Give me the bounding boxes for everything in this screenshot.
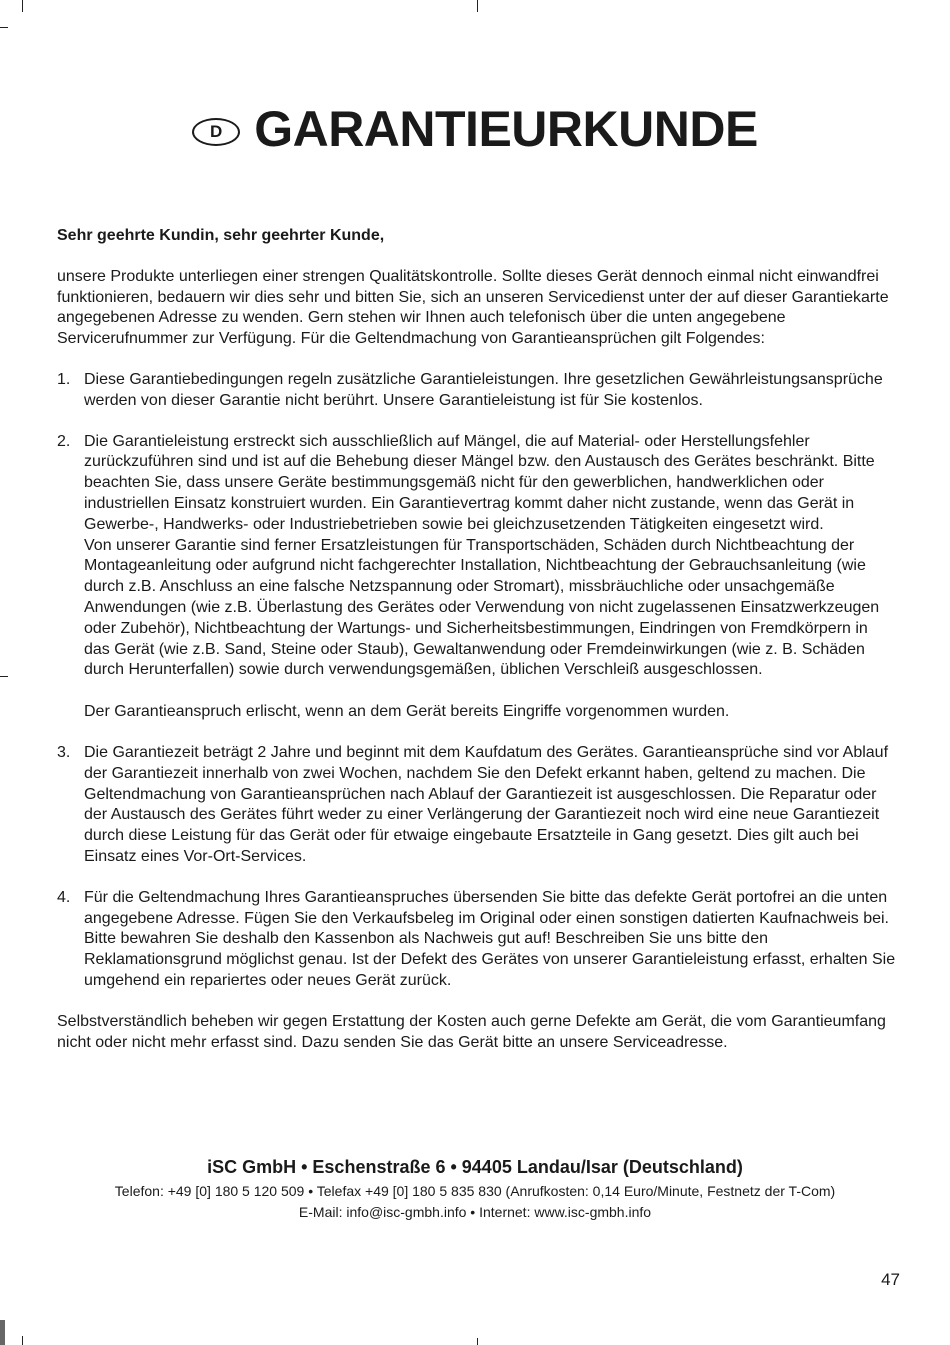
term-item-3 xyxy=(57,743,897,868)
term-number: 2. xyxy=(57,432,71,450)
crop-mark-bottom-left xyxy=(22,1336,23,1345)
terms-list xyxy=(57,370,897,992)
term-item-4 xyxy=(57,888,897,992)
term-paragraph: Die Garantieleistung erstreckt sich ausschließlich auf Mängel, die auf Material- oder Herstellungsfehler zurückzuführen sind und ist auf die Behebung dieser Mängel bzw. den Austausch des Gerätes beschränkt. Bitte beachten Sie, dass unsere Geräte bestimmungsgemäß nicht für den gewerblichen, handwerklichen oder industriellen Einsatz konstruiert wurden. Ein Garantievertrag kommt daher nicht zustande, wenn das Gerät in Gewerbe-, Handwerks- oder Industriebetrieben sowie bei gleichzusetzenden Tätigkeiten eingesetzt wird. xyxy=(84,432,875,533)
closing-paragraph: Selbstverständlich beheben wir gegen Erstattung der Kosten auch gerne Defekte am Gerät, die vom Garantieumfang nicht oder nicht mehr erfasst sind. Dazu senden Sie das Gerät bitte an unsere Serviceadresse. xyxy=(57,1012,886,1051)
term-item-2 xyxy=(57,432,897,723)
crop-mark-bottom-edge xyxy=(0,1320,5,1345)
term-number: 4. xyxy=(57,888,71,906)
page-number: 47 xyxy=(881,1270,900,1289)
salutation: Sehr geehrte Kundin, sehr geehrter Kunde, xyxy=(57,227,385,244)
term-paragraph: Die Garantiezeit beträgt 2 Jahre und beginnt mit dem Kaufdatum des Gerätes. Garantieansprüche sind vor Ablauf der Garantiezeit innerhalb von zwei Wochen, nachdem Sie den Defekt erkannt haben, geltend zu machen. Die Geltendmachung von Garantieansprüchen nach Ablauf der Garantiezeit ist ausgeschlossen. Die Reparatur oder der Austausch des Gerätes führt weder zu einer Verlängerung der Garantiezeit noch wird eine neue Garantiezeit durch diese Leistung für das Gerät oder für etwaige eingebaute Ersatzteile in Gang gesetzt. Dies gilt auch bei Einsatz eines Vor-Ort-Services. xyxy=(84,743,889,865)
page-title: GARANTIEURKUNDE xyxy=(254,101,758,157)
term-number: 1. xyxy=(57,370,71,388)
email-web-line: E-Mail: info@isc-gmbh.info • Internet: www.isc-gmbh.info xyxy=(298,1204,652,1220)
term-item-1 xyxy=(57,370,897,412)
intro-paragraph: unsere Produkte unterliegen einer strengen Qualitätskontrolle. Sollte dieses Gerät dennoch einmal nicht einwandfrei funktionieren, bedauern wir dies sehr und bitten Sie, sich an unseren Servicedienst unter der auf dieser Garantiekarte angegebenen Adresse zu wenden. Gern stehen wir Ihnen auch telefonisch über die unten angegebene Servicerufnummer zur Verfügung. Für die Geltendmachung von Garantieansprüchen gilt Folgendes: xyxy=(57,267,889,348)
term-paragraph: Für die Geltendmachung Ihres Garantieanspruches übersenden Sie bitte das defekte Gerät portofrei an die unten angegebene Adresse. Fügen Sie den Verkaufsbeleg im Original oder einen sonstigen datierten Kaufnachweis bei. Bitte bewahren Sie deshalb den Kassenbon als Nachweis gut auf! Beschreiben Sie uns bitte den Reklamationsgrund möglichst genau. Ist der Defekt des Gerätes von unserer Garantieleistung erfasst, erhalten Sie umgehend ein repariertes oder neues Gerät zurück. xyxy=(84,888,896,989)
country-code-badge: D xyxy=(192,118,240,146)
crop-mark-left-top xyxy=(0,27,8,28)
term-number: 3. xyxy=(57,743,71,761)
phone-fax-line: Telefon: +49 [0] 180 5 120 509 • Telefax +49 [0] 180 5 835 830 (Anrufkosten: 0,14 Euro/Minute, Festnetz der T-Com) xyxy=(114,1183,836,1199)
term-paragraph: Diese Garantiebedingungen regeln zusätzliche Garantieleistungen. Ihre gesetzlichen Gewährleistungsansprüche werden von dieser Garantie nicht berührt. Unsere Garantieleistung ist für Sie kostenlos. xyxy=(84,370,883,409)
document-body xyxy=(57,226,897,1053)
crop-mark-left-middle xyxy=(0,676,8,677)
crop-mark-top-center xyxy=(477,0,478,12)
term-paragraph: Von unserer Garantie sind ferner Ersatzleistungen für Transportschäden, Schäden durch Nichtbeachtung der Montageanleitung oder aufgrund nicht fachgerechter Installation, Nichtbeachtung der Gebrauchsanleitung (wie durch z.B. Anschluss an eine falsche Netzspannung oder Stromart), missbräuchliche oder unsachgemäße Anwendungen (wie z.B. Überlastung des Gerätes oder Verwendung von nicht zugelassenen Einsatzwerkzeugen oder Zubehör), Nichtbeachtung der Wartungs- und Sicherheitsbestimmungen, Eindringen von Fremdkörpern in das Gerät (wie z.B. Sand, Steine oder Staub), Gewaltanwendung oder Fremdeinwirkungen (wie z. B. Schäden durch Herunterfallen) sowie durch verwendungsgemäßen, üblichen Verschleiß ausgeschlossen. xyxy=(84,536,880,679)
company-address: iSC GmbH • Eschenstraße 6 • 94405 Landau/Isar (Deutschland) xyxy=(207,1157,743,1177)
term-paragraph: Der Garantieanspruch erlischt, wenn an dem Gerät bereits Eingriffe vorgenommen wurden. xyxy=(84,703,730,721)
crop-mark-top-left xyxy=(22,0,23,12)
company-footer xyxy=(0,1157,950,1224)
crop-mark-bottom-center xyxy=(477,1338,478,1345)
page-header xyxy=(0,100,950,158)
